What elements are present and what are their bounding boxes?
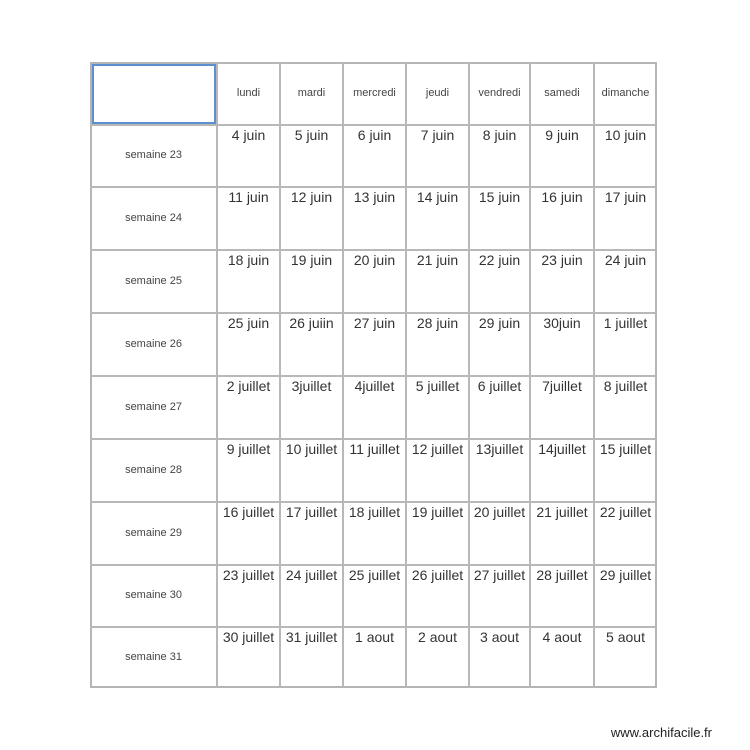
date-cell[interactable]: 27 juin (353, 315, 396, 331)
date-cell[interactable]: 6 juillet (477, 378, 522, 394)
date-cell[interactable]: 1 juillet (603, 315, 648, 331)
grid-horizontal-line (90, 501, 657, 503)
week-label: semaine 31 (125, 650, 182, 663)
grid-horizontal-line (90, 626, 657, 628)
date-cell[interactable]: 29 juillet (599, 567, 652, 583)
watermark-text[interactable]: www.archifacile.fr (610, 725, 712, 740)
date-cell[interactable]: 9 juillet (226, 441, 271, 457)
week-label: semaine 28 (125, 463, 182, 476)
date-cell[interactable]: 15 juillet (599, 441, 652, 457)
date-cell[interactable]: 10 juillet (285, 441, 338, 457)
date-cell[interactable]: 29 juin (478, 315, 521, 331)
date-cell[interactable]: 8 juin (482, 127, 517, 143)
week-label: semaine 26 (125, 337, 182, 350)
date-cell[interactable]: 21 juin (416, 252, 459, 268)
grid-horizontal-line (90, 249, 657, 251)
date-cell[interactable]: 13juillet (475, 441, 524, 457)
day-header-mardi: mardi (297, 87, 326, 99)
date-cell[interactable]: 5 aout (606, 629, 645, 645)
date-cell[interactable]: 17 juin (604, 189, 647, 205)
week-label: semaine 25 (125, 274, 182, 287)
week-label: semaine 24 (125, 211, 182, 224)
date-cell[interactable]: 2 aout (418, 629, 457, 645)
grid-horizontal-line (90, 186, 657, 188)
date-cell[interactable]: 4 aout (542, 629, 582, 645)
date-cell[interactable]: 18 juin (227, 252, 270, 268)
date-cell[interactable]: 7 juin (420, 127, 455, 143)
date-cell[interactable]: 27 juillet (473, 567, 526, 583)
date-cell[interactable]: 7juillet (542, 378, 582, 394)
week-label: semaine 30 (125, 589, 182, 601)
date-cell[interactable]: 12 juillet (411, 441, 464, 457)
date-cell[interactable]: 22 juin (478, 252, 521, 268)
date-cell[interactable]: 11 juin (228, 189, 269, 205)
grid-horizontal-line (90, 312, 657, 314)
date-cell[interactable]: 19 juin (290, 252, 333, 268)
date-cell[interactable]: 23 juin (541, 252, 583, 268)
date-cell[interactable]: 4 juin (231, 127, 266, 143)
week-label: semaine 23 (125, 149, 182, 161)
date-cell[interactable]: 16 juillet (222, 504, 275, 520)
date-cell[interactable]: 10 juin (604, 127, 647, 143)
date-cell[interactable]: 4juillet (354, 378, 395, 394)
date-cell[interactable]: 22 juillet (599, 504, 652, 520)
date-cell[interactable]: 19 juillet (411, 504, 464, 520)
date-cell[interactable]: 8 juillet (603, 378, 648, 394)
date-cell[interactable]: 28 juin (416, 315, 459, 331)
date-cell[interactable]: 14 juin (416, 189, 459, 205)
date-cell[interactable]: 20 juin (353, 252, 396, 268)
date-cell[interactable]: 25 juin (227, 315, 270, 331)
date-cell[interactable]: 16 juin (541, 189, 583, 205)
date-cell[interactable]: 18 juillet (348, 504, 401, 520)
date-cell[interactable]: 5 juin (294, 127, 329, 143)
week-label: semaine 27 (125, 400, 182, 413)
date-cell[interactable]: 17 juillet (285, 504, 338, 520)
date-cell[interactable]: 23 juillet (222, 567, 275, 583)
date-cell[interactable]: 3 aout (480, 629, 519, 645)
day-header-samedi: samedi (544, 87, 580, 99)
day-header-dimanche: dimanche (601, 87, 650, 99)
date-cell[interactable]: 14juillet (538, 441, 586, 457)
grid-horizontal-line (90, 438, 657, 440)
date-cell[interactable]: 9 juin (545, 127, 579, 143)
date-cell[interactable]: 28 juillet (536, 567, 588, 583)
grid-horizontal-line (90, 124, 657, 126)
date-cell[interactable]: 20 juillet (473, 504, 526, 520)
date-cell[interactable]: 30 juillet (222, 629, 275, 645)
grid-horizontal-line (90, 564, 657, 566)
date-cell[interactable]: 31 juillet (285, 629, 338, 645)
date-cell[interactable]: 1 aout (355, 629, 394, 645)
date-cell[interactable]: 5 juillet (415, 378, 460, 394)
date-cell[interactable]: 24 juin (604, 252, 647, 268)
day-header-jeudi: jeudi (425, 87, 450, 99)
date-cell[interactable]: 24 juillet (285, 567, 338, 583)
day-header-vendredi: vendredi (478, 87, 521, 99)
date-cell[interactable]: 26 juillet (411, 567, 464, 583)
grid-horizontal-line (90, 375, 657, 377)
date-cell[interactable]: 26 juiin (289, 315, 334, 331)
date-cell[interactable]: 3juillet (291, 378, 332, 394)
date-cell[interactable]: 30juin (543, 315, 581, 331)
date-cell[interactable]: 2 juillet (226, 378, 271, 394)
day-header-mercredi: mercredi (353, 87, 396, 99)
date-cell[interactable]: 21 juillet (536, 504, 588, 520)
week-label: semaine 29 (125, 526, 182, 539)
date-cell[interactable]: 15 juin (478, 189, 521, 205)
date-cell[interactable]: 6 juin (357, 127, 392, 143)
date-cell[interactable]: 25 juillet (348, 567, 401, 583)
date-cell[interactable]: 12 juin (290, 189, 333, 205)
date-cell[interactable]: 13 juin (353, 189, 396, 205)
day-header-lundi: lundi (236, 87, 261, 99)
selected-corner-cell[interactable] (92, 64, 216, 124)
date-cell[interactable]: 11 juillet (349, 441, 400, 457)
